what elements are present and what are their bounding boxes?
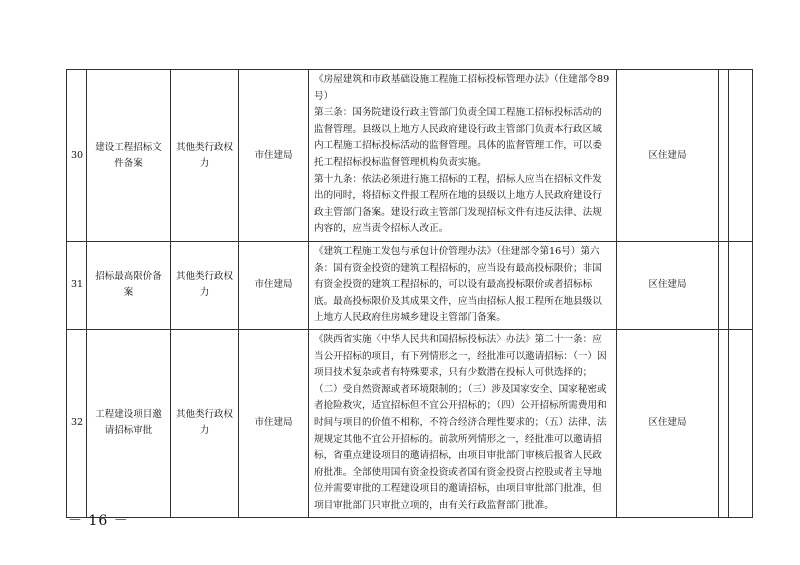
- table-row: [67, 242, 753, 330]
- empty-cell: [719, 242, 729, 330]
- row-number: 31: [67, 242, 87, 330]
- legal-basis-paragraph: 第三条：国务院建设行政主管部门负责全国工程施工招标投标活动的监督管理。县级以上地方人民政府建设行政主管部门负责本行政区域内工程施工招标投标活动的监督管理。具体的监督管理工作，可以委托工程招标投标监督管理机构负责实施。: [314, 107, 602, 168]
- legal-basis: [309, 70, 617, 242]
- legal-basis-paragraph: 《陕西省实施〈中华人民共和国招标投标法〉办法》第二十一条：应当公开招标的项目，有下列情形之一，经批准可以邀请招标：（一）因项目技术复杂或者有特殊要求，只有少数潜在投标人可供选择的；（二）受自然资源或者环境限制的；（三）涉及国家安全、国家秘密或者抢险救灾，适宜招标但不宜公开招标的；（四）公开招标所需费用和时间与项目的价值不相称，不符合经济合理性要求的；（五）法律、法规规定其他不宜公开招标的。前款所列情形之一，经批准可以邀请招标，省重点建设项目的邀请招标，由项目审批部门审核后报省人民政府批准。全部使用国有资金投资或者国有资金投资占控股或者主导地位并需要审批的工程建设项目的邀请招标，由项目审批部门批准，但项目审批部门只审批立项的，由有关行政监督部门批准。: [314, 333, 607, 511]
- empty-cell: [729, 329, 753, 517]
- legal-basis: [309, 242, 617, 330]
- power-name: 招标最高限价备案: [87, 242, 171, 330]
- page-number: － 16 －: [68, 513, 129, 529]
- table-row: [67, 70, 753, 242]
- legal-basis-paragraph: 《建筑工程施工发包与承包计价管理办法》（住建部令第16号）第六条：国有资金投资的建筑工程招标的，应当设有最高投标限价；非国有资金投资的建筑工程招标的，可以设有最高投标限价或者招标标底。最高投标限价及其成果文件，应当由招标人报工程所在地县级以上地方人民政府住房城乡建设主管部门备案。: [314, 246, 602, 324]
- empty-cell: [719, 70, 729, 242]
- implementing-dept: 市住建局: [239, 70, 309, 242]
- district-dept: 区住建局: [617, 329, 719, 517]
- implementing-dept: 市住建局: [239, 242, 309, 330]
- power-category: 其他类行政权力: [171, 70, 239, 242]
- power-name: 工程建设项目邀请招标审批: [87, 329, 171, 517]
- legal-basis: [309, 329, 617, 517]
- legal-basis-paragraph: 《房屋建筑和市政基础设施工程施工招标投标管理办法》（住建部令89号）: [314, 74, 610, 102]
- power-category: 其他类行政权力: [171, 329, 239, 517]
- row-number: 30: [67, 70, 87, 242]
- district-dept: 区住建局: [617, 242, 719, 330]
- empty-cell: [719, 329, 729, 517]
- power-name: 建设工程招标文件备案: [87, 70, 171, 242]
- table-row: [67, 329, 753, 517]
- power-category: 其他类行政权力: [171, 242, 239, 330]
- power-list-table: [66, 69, 753, 518]
- empty-cell: [729, 242, 753, 330]
- district-dept: 区住建局: [617, 70, 719, 242]
- legal-basis-paragraph: 第十九条：依法必须进行施工招标的工程，招标人应当在招标文件发出的同时，将招标文件报工程所在地的县级以上地方人民政府建设行政主管部门备案。建设行政主管部门发现招标文件有违反法律、法规内容的，应当责令招标人改正。: [314, 173, 602, 235]
- row-number: 32: [67, 329, 87, 517]
- implementing-dept: 市住建局: [239, 329, 309, 517]
- empty-cell: [729, 70, 753, 242]
